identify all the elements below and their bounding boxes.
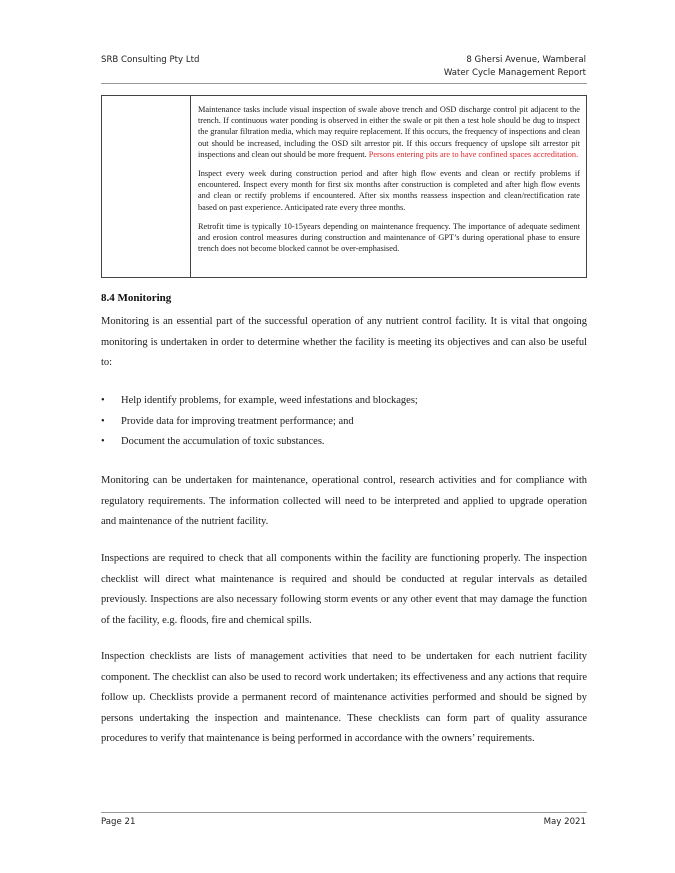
intro-paragraph: Monitoring is an essential part of the successful operation of any nutrient control facility. It is vital that ongoing monitoring is undertaken in order to determine whether the facility is meeting its objectives and can also be useful to: <box>101 316 587 368</box>
footer-rule <box>101 812 587 813</box>
list-item-text: Document the accumulation of toxic substances. <box>121 436 325 447</box>
table-paragraph-1 <box>198 104 580 160</box>
table-right-cell <box>198 104 580 262</box>
section-heading: 8.4 Monitoring <box>101 292 172 304</box>
list-item <box>101 391 587 412</box>
header-right-block <box>444 54 586 80</box>
paragraph-inspections: Inspections are required to check that all components within the facility are functioning properly. The inspection checklist will direct what maintenance is required and should be conducted at regular intervals as detailed previously. Inspections are also necessary following storm events or any other event that may damage the function of the facility, e.g. floods, fire and chemical spills. <box>101 553 587 626</box>
header-rule <box>101 83 587 84</box>
maintenance-table <box>101 95 587 278</box>
table-paragraph-1-text: Maintenance tasks include visual inspection of swale above trench and OSD discharge control pit adjacent to the trench. If continuous water ponding is observed in either the swale or pit then a test hole should be dug to inspect the granular filtration media, which may require replacement. If this occurs, the frequency of inspections and clean out should be increased, including the OSD silt arrestor pit. If this occurs frequency of upslope silt arrestor pit inspections and clean out should be more frequent. <box>198 105 580 159</box>
footer-date: May 2021 <box>543 817 586 827</box>
confined-spaces-warning: Persons entering pits are to have confined spaces accreditation. <box>368 149 579 159</box>
table-left-cell <box>102 96 191 277</box>
header-company: SRB Consulting Pty Ltd <box>101 55 200 65</box>
paragraph-monitoring-purpose: Monitoring can be undertaken for maintenance, operational control, research activities and for compliance with regulatory requirements. The information collected will need to be interpreted and applied to upgrade operation and maintenance of the nutrient facility. <box>101 475 587 527</box>
monitoring-bullet-list <box>101 391 587 453</box>
list-item-text: Help identify problems, for example, weed infestations and blockages; <box>121 395 418 406</box>
table-paragraph-3: Retrofit time is typically 10-15years depending on maintenance frequency. The importance of adequate sediment and erosion control measures during construction and maintenance of GPT’s during operational phase to ensure trench does not become blocked cannot be over-emphasised. <box>198 221 580 254</box>
header-address: 8 Ghersi Avenue, Wamberal <box>466 55 586 65</box>
table-paragraph-2: Inspect every week during construction period and after high flow events and clean or rectify problems if encountered. Inspect every month for first six months after construction is completed and after high flow events and clean or rectify problems if encountered. After six months reassess inspection and clean/rectification rate based on past experience. Anticipated rate every three months. <box>198 169 580 212</box>
list-item <box>101 412 587 433</box>
footer-page-number: Page 21 <box>101 817 136 827</box>
header-report-title: Water Cycle Management Report <box>443 68 586 78</box>
list-item <box>101 432 587 453</box>
list-item-text: Provide data for improving treatment performance; and <box>121 415 354 427</box>
paragraph-checklists: Inspection checklists are lists of management activities that need to be undertaken for each nutrient facility component. The checklist can also be used to record work undertaken; its effectiveness and any actions that require follow up. Checklists provide a permanent record of maintenance activities performed and should be signed by persons undertaking the inspection and maintenance. These checklists can form part of quality assurance procedures to verify that maintenance is being performed in accordance with the owners’ requirements. <box>101 651 587 744</box>
bullet-icon: • <box>101 415 105 427</box>
bullet-icon: • <box>101 395 105 406</box>
bullet-icon: • <box>101 436 105 447</box>
